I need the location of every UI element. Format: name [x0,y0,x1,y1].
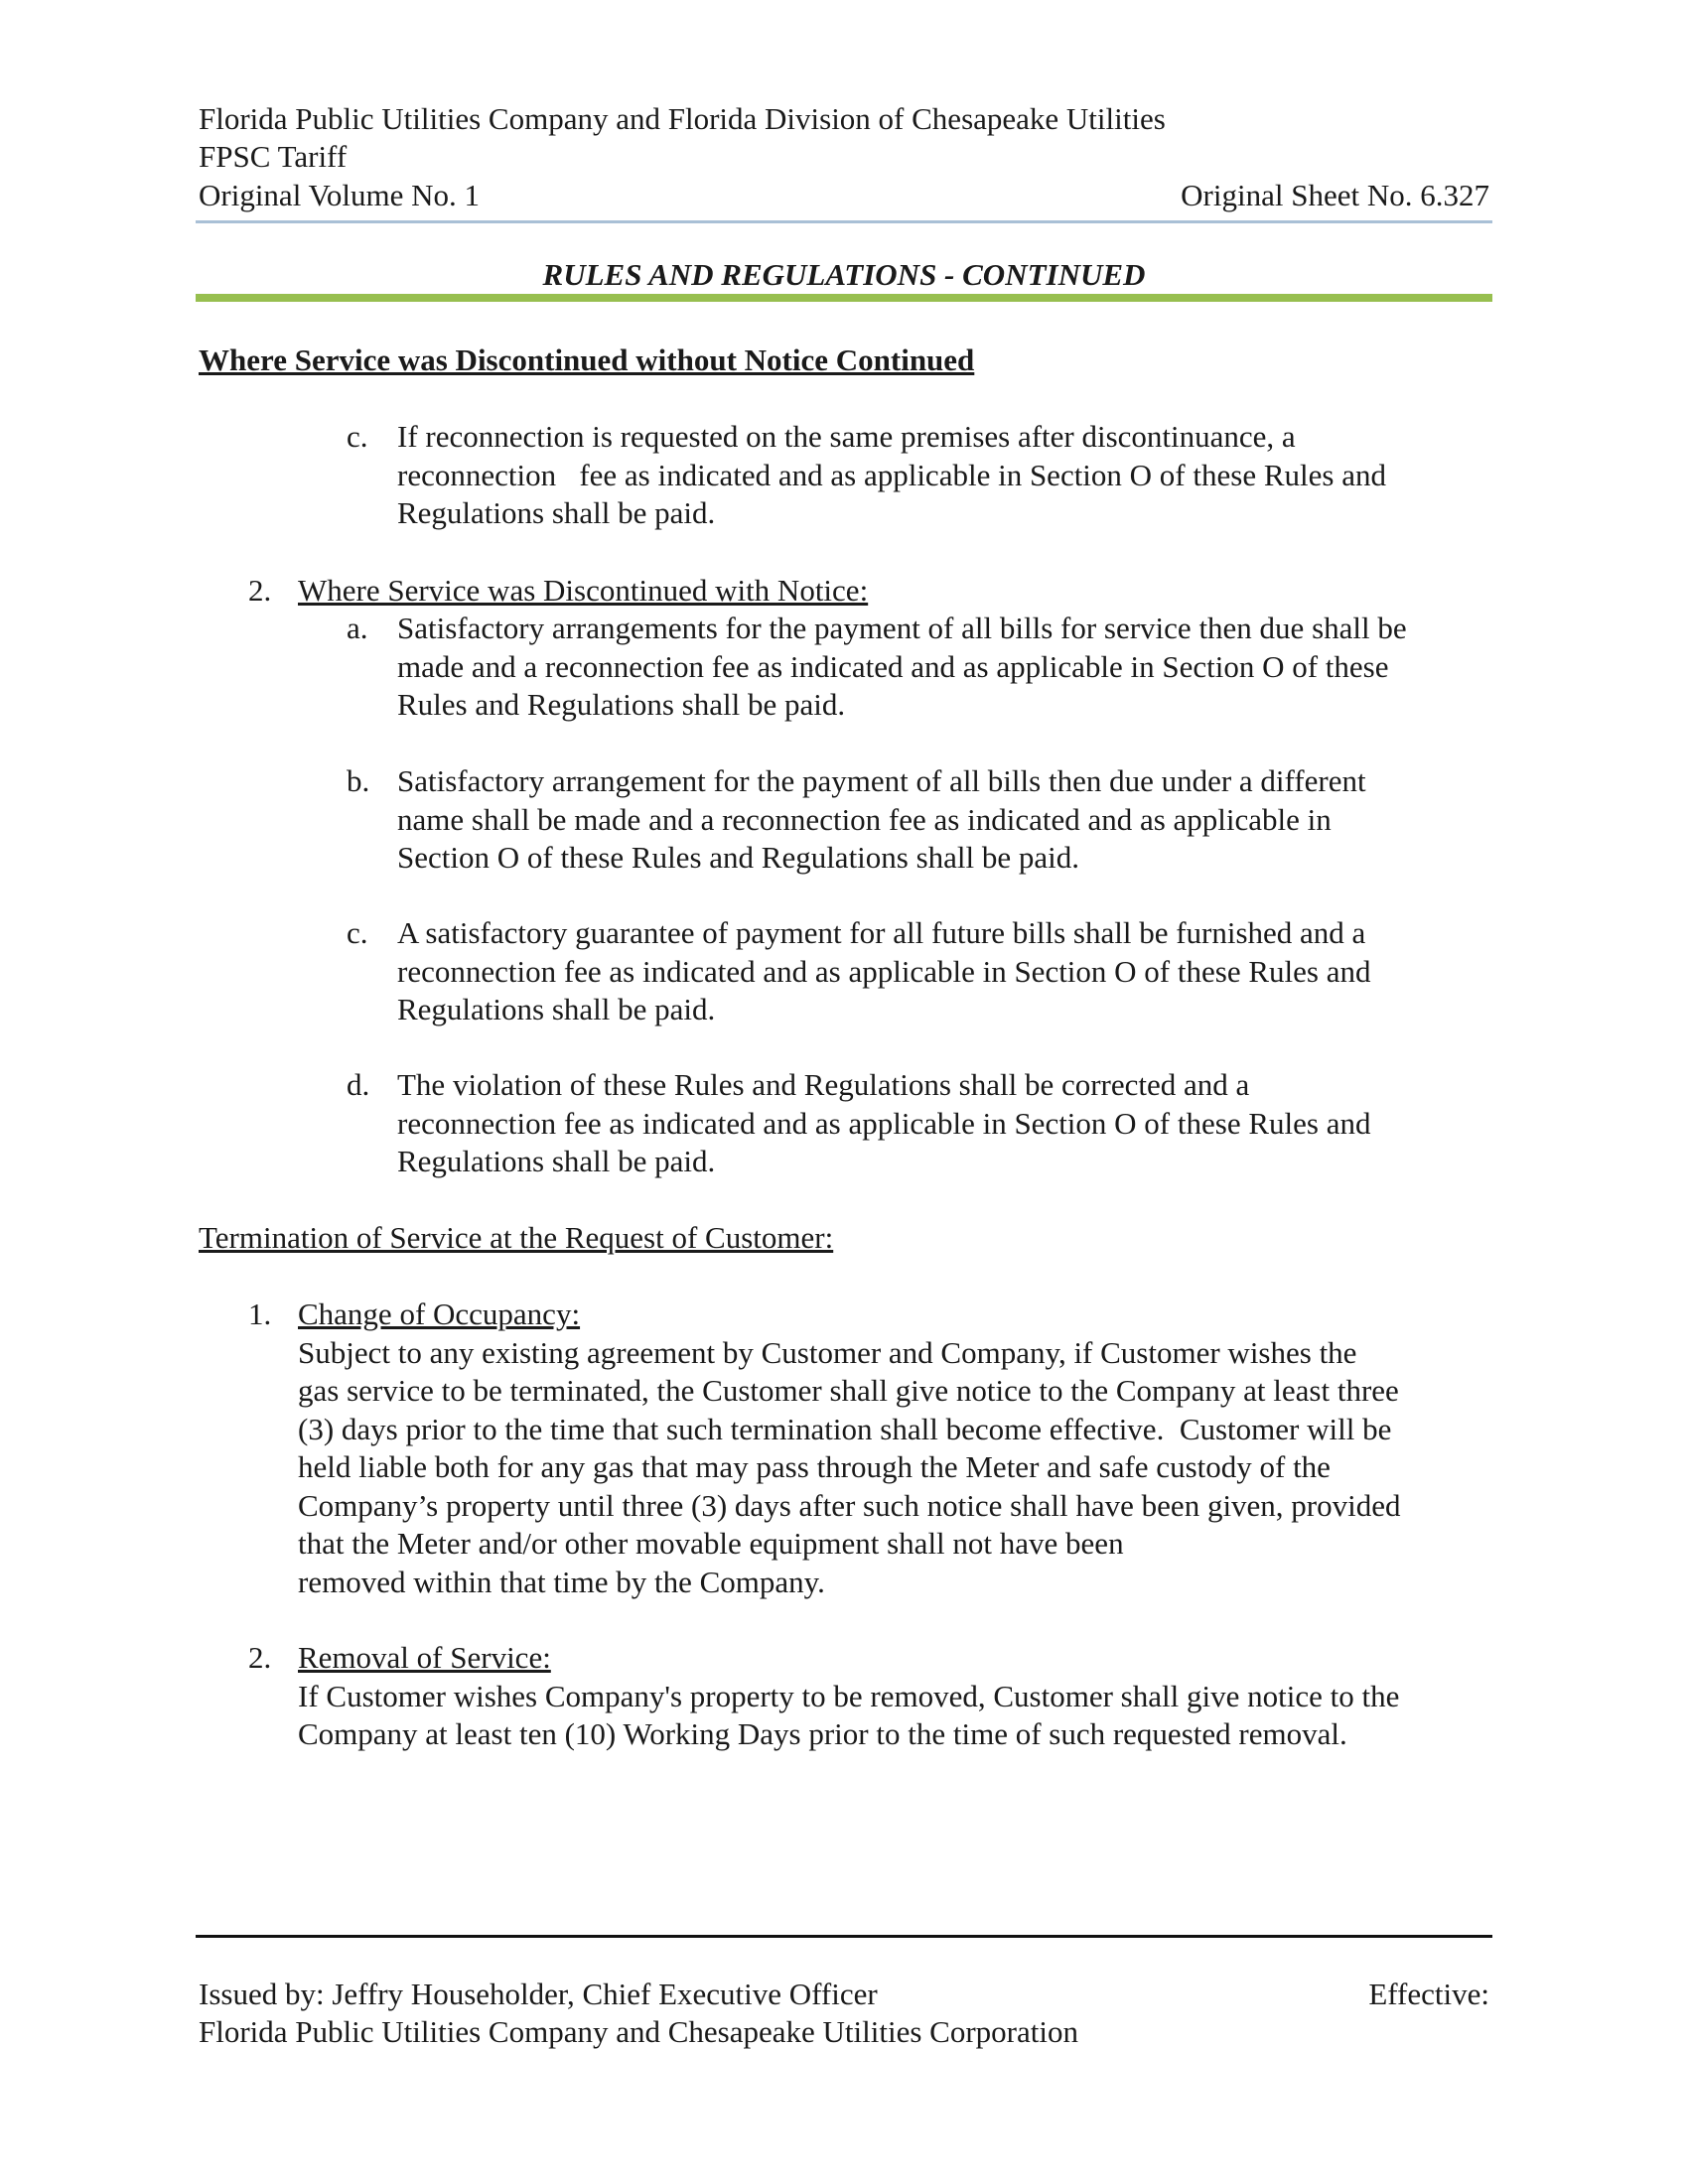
item-marker: b. [347,763,370,798]
item-marker: 1. [248,1297,272,1331]
item-marker: 2. [248,573,272,608]
footer-divider [196,1935,1492,1938]
header-volume: Original Volume No. 1 [199,178,481,212]
text-line: Satisfactory arrangements for the payment of all bills for service then due shall be [397,611,1407,645]
text-line: reconnection fee as indicated and as applicable in Section O of these Rules and [397,1105,1371,1141]
footer-issued-by: Issued by: Jeffry Householder, Chief Executive Officer [199,1977,878,2011]
item-marker: c. [347,915,368,950]
paragraph-removal-of-service [298,1639,1399,1754]
item-marker: c. [347,419,368,454]
header-divider [196,220,1492,223]
section-heading-termination: Termination of Service at the Request of Customer: [199,1220,834,1255]
item-marker: a. [347,611,368,645]
text-line: A satisfactory guarantee of payment for all future bills shall be furnished and a [397,915,1366,950]
header-sheet-number: Original Sheet No. 6.327 [1181,178,1489,212]
item-marker: d. [347,1067,370,1102]
text-line: that the Meter and/or other movable equipment shall not have been [298,1526,1124,1561]
footer-company: Florida Public Utilities Company and Chesapeake Utilities Corporation [199,2014,1078,2049]
paragraph-change-of-occupancy [298,1296,1401,1601]
paragraph-item-b [397,762,1366,878]
text-line: Subject to any existing agreement by Customer and Company, if Customer wishes the [298,1334,1357,1370]
paragraph-reconnection [397,418,1386,533]
paragraph-item-c [397,914,1370,1029]
text-line: held liable both for any gas that may pass through the Meter and safe custody of the [298,1449,1331,1484]
text-line: (3) days prior to the time that such termination shall become effective. Customer will be [298,1411,1392,1446]
text-line: made and a reconnection fee as indicated and as applicable in Section O of these [397,648,1389,684]
text-line: reconnection fee as indicated and as applicable in Section O of these Rules and [397,457,1386,492]
item-marker: 2. [248,1640,272,1675]
title-divider [196,294,1492,302]
text-line: Company at least ten (10) Working Days prior to the time of such requested removal. [298,1716,1347,1751]
paragraph-item-d [397,1066,1370,1181]
text-line: name shall be made and a reconnection fee as indicated and as applicable in [397,801,1332,837]
text-line: Regulations shall be paid. [397,495,716,530]
page-title: RULES AND REGULATIONS - CONTINUED [542,257,1146,292]
subheading-change-of-occupancy: Change of Occupancy: [298,1297,581,1331]
text-line: Regulations shall be paid. [397,992,716,1026]
subheading-with-notice: Where Service was Discontinued with Notice: [298,573,869,608]
text-line: Company’s property until three (3) days after such notice shall have been given, provided [298,1487,1401,1523]
subheading-removal-of-service: Removal of Service: [298,1640,551,1675]
header-tariff: FPSC Tariff [199,139,348,174]
text-line: gas service to be terminated, the Customer shall give notice to the Company at least three [298,1373,1399,1408]
text-line: removed within that time by the Company. [298,1564,825,1599]
text-line: If reconnection is requested on the same premises after discontinuance, a [397,419,1296,454]
text-line: If Customer wishes Company's property to be removed, Customer shall give notice to the [298,1678,1400,1713]
footer-effective: Effective: [1368,1977,1489,2011]
text-line: Satisfactory arrangement for the payment of all bills then due under a different [397,763,1366,798]
header-company: Florida Public Utilities Company and Florida Division of Chesapeake Utilities [199,101,1166,136]
paragraph-item-a [397,610,1407,725]
text-line: The violation of these Rules and Regulations shall be corrected and a [397,1067,1250,1102]
text-line: Section O of these Rules and Regulations shall be paid. [397,840,1080,875]
text-line: reconnection fee as indicated and as applicable in Section O of these Rules and [397,953,1371,989]
section-heading-without-notice: Where Service was Discontinued without Notice Continued [199,342,975,377]
text-line: Rules and Regulations shall be paid. [397,687,846,722]
text-line: Regulations shall be paid. [397,1144,716,1178]
